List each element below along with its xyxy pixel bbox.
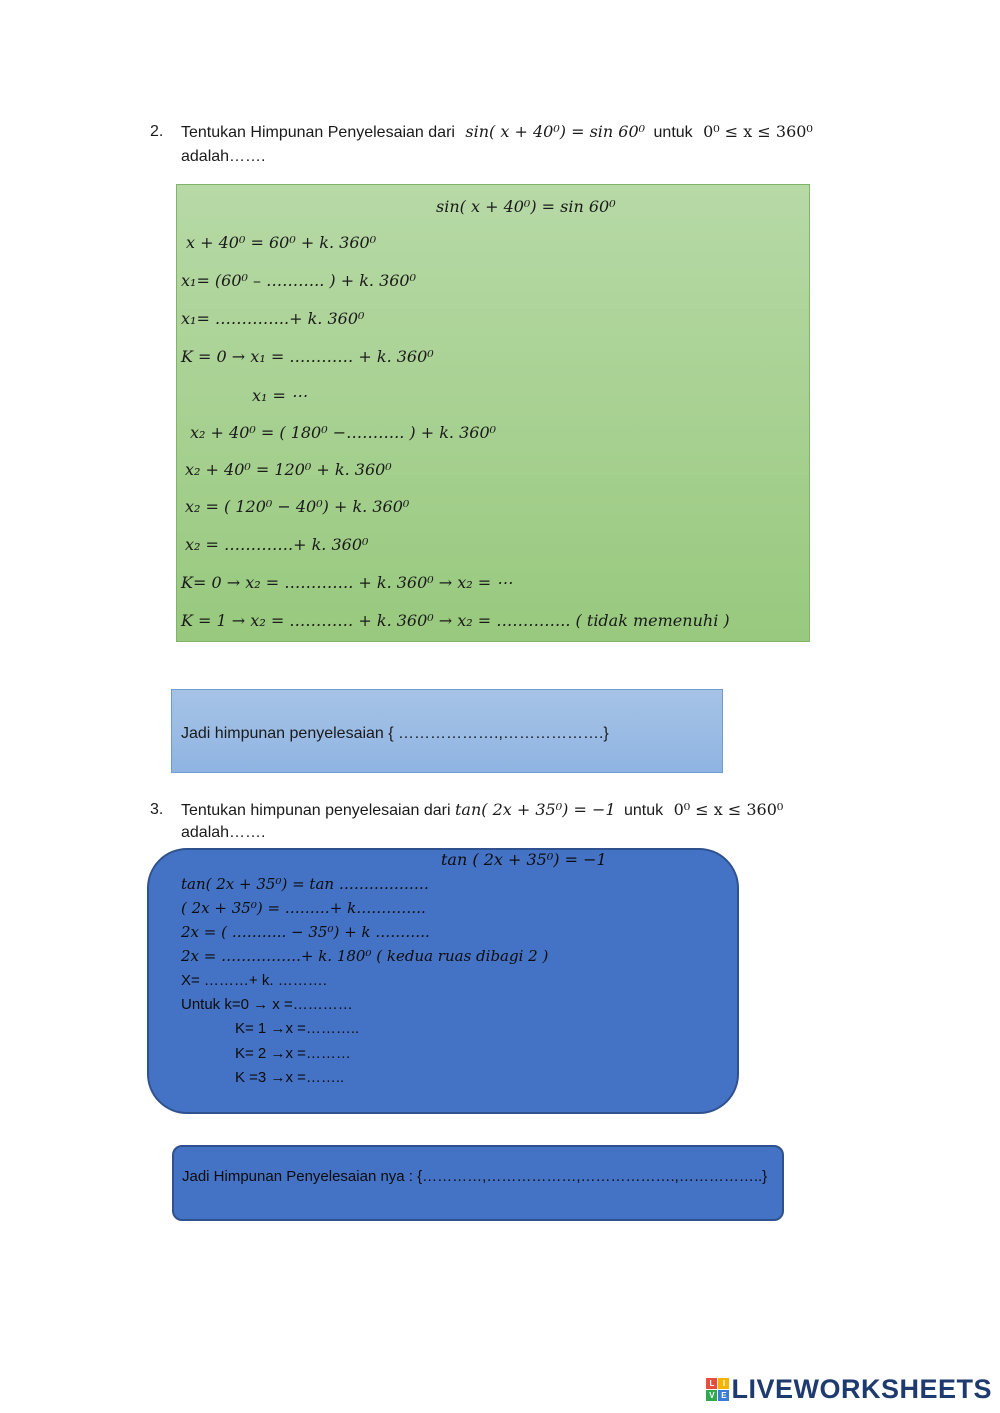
question-3-working-box	[147, 848, 739, 1114]
question-2-answer-box	[171, 689, 723, 773]
tan-line-5[interactable]: X= ………+ k. ……….	[181, 972, 327, 989]
tan-line-4[interactable]: 2x = …………….+ k. 180⁰ ( kedua ruas dibagi 2 )	[181, 947, 549, 965]
working-line-2[interactable]: x₁= (60⁰ – ……….. ) + k. 360⁰	[181, 271, 417, 290]
logo-text: LIVEWORKSHEETS	[731, 1374, 992, 1404]
tan-line-7[interactable]: K= 1 →x =………..	[235, 1020, 360, 1037]
tan-line-2[interactable]: ( 2x + 35⁰) = ………+ k…………..	[181, 899, 426, 917]
tan-line-1[interactable]: tan( 2x + 35⁰) = tan ………………	[181, 875, 429, 893]
logo-icon-v: V	[706, 1390, 717, 1401]
logo-icon-e: E	[718, 1390, 729, 1401]
question-2-intro: Tentukan Himpunan Penyelesaian dari	[181, 124, 455, 141]
question-3-answer-text[interactable]: Jadi Himpunan Penyelesaian nya : {…………,………………,……………….,……………..}	[182, 1168, 768, 1185]
tan-line-3[interactable]: 2x = ( ……….. − 35⁰) + k ………..	[181, 923, 430, 941]
working-line-10[interactable]: K= 0 → x₂ = …………. + k. 360⁰ → x₂ = ⋯	[181, 573, 513, 592]
liveworksheets-logo	[706, 1374, 992, 1405]
working-line-0: sin( x + 40⁰) = sin 60⁰	[436, 197, 616, 216]
working-line-4[interactable]: K = 0 → x₁ = ………… + k. 360⁰	[181, 347, 434, 366]
question-3-equation: tan( 2x + 35⁰) = −1	[454, 800, 616, 819]
working-line-3[interactable]: x₁= …………..+ k. 360⁰	[181, 309, 365, 328]
question-2-line-1	[181, 122, 813, 142]
question-3-untuk: untuk	[624, 802, 664, 819]
logo-icon-l: L	[706, 1378, 717, 1389]
tan-line-8[interactable]: K= 2 →x =………	[235, 1045, 351, 1062]
question-2-equation: sin( x + 40⁰) = sin 60⁰	[465, 122, 646, 141]
working-line-6[interactable]: x₂ + 40⁰ = ( 180⁰ −……….. ) + k. 360⁰	[190, 423, 497, 442]
question-3-answer-box	[172, 1145, 784, 1221]
tan-line-9[interactable]: K =3 →x =……..	[235, 1069, 345, 1086]
logo-icon	[706, 1378, 729, 1401]
question-2-working-box	[176, 184, 810, 642]
question-2-range: 0⁰ ≤ x ≤ 360⁰	[703, 122, 813, 141]
working-line-8: x₂ = ( 120⁰ − 40⁰) + k. 360⁰	[185, 497, 410, 516]
question-3-line-1	[181, 800, 783, 820]
question-3-adalah: adalah…….	[181, 824, 266, 841]
question-2-untuk: untuk	[653, 124, 693, 141]
question-2-adalah: adalah…….	[181, 148, 266, 165]
logo-icon-i: I	[718, 1378, 729, 1389]
working-line-9[interactable]: x₂ = ………….+ k. 360⁰	[185, 535, 369, 554]
working-line-7: x₂ + 40⁰ = 120⁰ + k. 360⁰	[185, 460, 392, 479]
question-2-number: 2.	[150, 123, 164, 140]
question-3-intro: Tentukan himpunan penyelesaian dari	[181, 802, 451, 819]
tan-line-0: tan ( 2x + 35⁰) = −1	[441, 850, 607, 869]
question-2-answer-text[interactable]: Jadi himpunan penyelesaian { ……………….,……………….}	[181, 725, 609, 742]
working-line-1: x + 40⁰ = 60⁰ + k. 360⁰	[186, 233, 377, 252]
question-3-number: 3.	[150, 801, 164, 818]
tan-line-6[interactable]: Untuk k=0 → x =…………	[181, 996, 353, 1013]
question-3-range: 0⁰ ≤ x ≤ 360⁰	[673, 800, 784, 819]
working-line-11[interactable]: K = 1 → x₂ = ………… + k. 360⁰ → x₂ = ………….. ( tidak memenuhi )	[181, 611, 730, 630]
working-line-5[interactable]: x₁ = ⋯	[252, 386, 308, 405]
